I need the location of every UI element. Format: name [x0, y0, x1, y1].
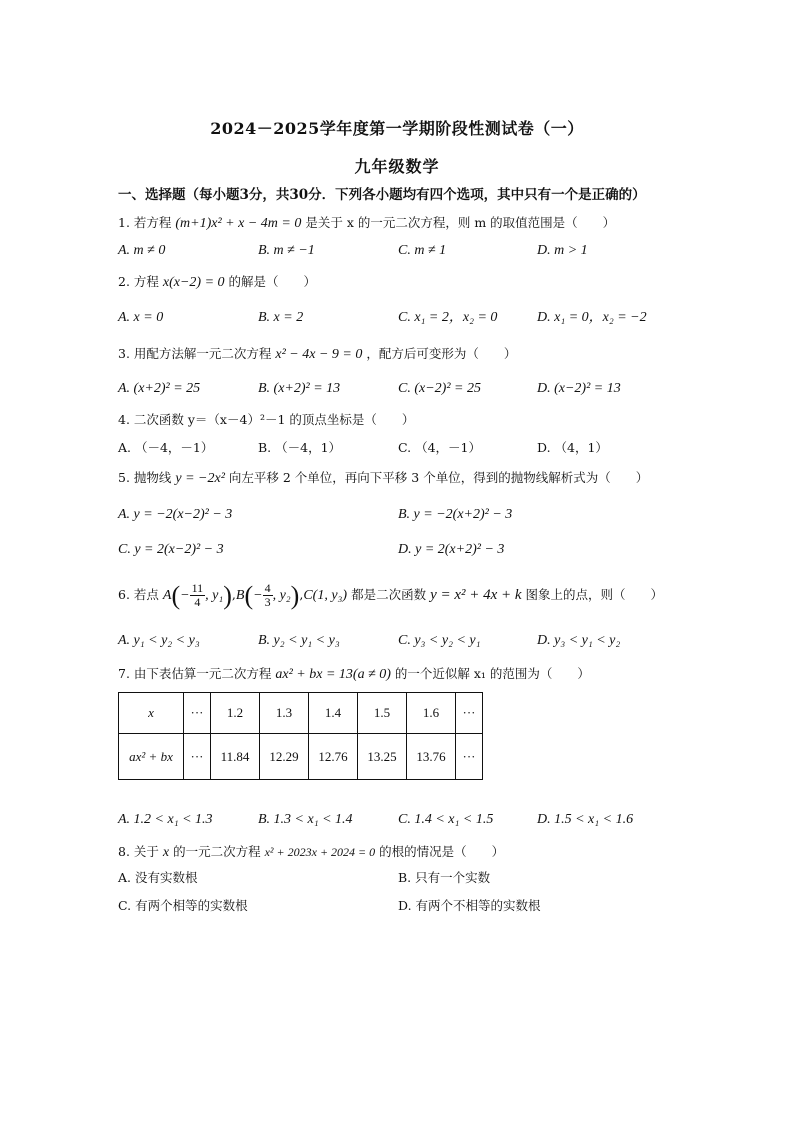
q2-option-d: D. x₁ = 0，x₂ = −2 — [537, 310, 647, 325]
q3-option-d: D. (x−2)² = 13 — [537, 381, 621, 396]
table-cell: x — [119, 693, 184, 734]
table-cell: 12.29 — [260, 734, 309, 780]
exam-subtitle: 九年级数学 — [354, 157, 440, 176]
question-1-text: 是关于 x 的一元二次方程，则 m 的取值范围是（ ） — [305, 215, 616, 230]
question-7-number: 7. 由下表估算一元二次方程 — [118, 666, 272, 681]
q4-option-d: D. （4，1） — [537, 440, 608, 455]
table-cell: 1.5 — [358, 693, 407, 734]
question-6: 6. 若点 A(− $\frac{11}{4}$ , y₁),B(− $\frac{4}{3}$ , y₂),C(1, y₃) 都是二次函数 y = x² + 4x + k 图象上的点，则（ ） — [118, 580, 664, 610]
question-8-number: 8. 关于 — [118, 844, 159, 859]
question-8-variable: x — [162, 845, 170, 860]
q4-option-b: B. （－4，1） — [258, 440, 342, 455]
q6-option-c: C. y₃ < y₂ < y₁ — [398, 633, 481, 648]
question-6-text-1: 都是二次函数 — [351, 587, 427, 602]
q7-option-c: C. 1.4 < x₁ < 1.5 — [398, 812, 494, 827]
q8-option-a: A. 没有实数根 — [118, 870, 198, 885]
question-7-text: 的一个近似解 x₁ 的范围为（ ） — [394, 666, 590, 681]
q6-point-a: A(− $\frac{11}{4}$ , y₁) — [162, 580, 232, 610]
question-8 — [118, 843, 504, 862]
q5-option-a: A. y = −2(x−2)² − 3 — [118, 507, 233, 522]
question-1-number: 1. 若方程 — [118, 215, 172, 230]
question-3-number: 3. 用配方法解一元二次方程 — [118, 346, 272, 361]
table-row — [119, 734, 483, 780]
q3-option-c: C. (x−2)² = 25 — [398, 381, 481, 396]
q6-option-d: D. y₃ < y₁ < y₂ — [537, 633, 621, 648]
question-5 — [118, 469, 648, 488]
table-cell: 13.76 — [407, 734, 456, 780]
table-cell: ··· — [184, 734, 211, 780]
question-5-number: 5. 抛物线 — [118, 470, 172, 485]
table-cell: ··· — [184, 693, 211, 734]
table-cell: 1.6 — [407, 693, 456, 734]
q1-option-b: B. m ≠ −1 — [258, 243, 315, 258]
question-7-equation: ax² + bx = 13(a ≠ 0) — [275, 667, 391, 682]
q6-option-b: B. y₂ < y₁ < y₃ — [258, 633, 340, 648]
question-4: 4. 二次函数 y＝（x－4）²－1 的顶点坐标是（ ） — [118, 412, 415, 427]
question-6-text-2: 图象上的点，则（ ） — [525, 587, 664, 602]
question-3 — [118, 345, 516, 364]
q6-option-a: A. y₁ < y₂ < y₃ — [118, 633, 200, 648]
q6-fraction-a: $\frac{11}{4}$ — [191, 581, 204, 610]
q6-point-b: B(− $\frac{4}{3}$ , y₂) — [235, 580, 300, 610]
q7-value-table — [118, 692, 483, 780]
q4-option-c: C. （4，－1） — [398, 440, 481, 455]
q3-option-a: A. (x+2)² = 25 — [118, 381, 201, 396]
question-6-number: 6. 若点 — [118, 587, 159, 602]
question-3-equation: x² − 4x − 9 = 0 — [275, 347, 363, 362]
q5-option-b: B. y = −2(x+2)² − 3 — [398, 507, 513, 522]
question-6-equation: y = x² + 4x + k — [430, 587, 522, 603]
question-8-equation: x² + 2023x + 2024 = 0 — [264, 845, 376, 859]
question-8-text-1: 的一元二次方程 — [173, 844, 261, 859]
table-cell: 1.3 — [260, 693, 309, 734]
q7-option-d: D. 1.5 < x₁ < 1.6 — [537, 812, 634, 827]
question-3-text: ，配方后可变形为（ ） — [366, 346, 517, 361]
table-cell: 12.76 — [309, 734, 358, 780]
q4-option-a: A. （－4，－1） — [118, 440, 214, 455]
q8-option-d: D. 有两个不相等的实数根 — [398, 898, 541, 913]
q3-option-b: B. (x+2)² = 13 — [258, 381, 341, 396]
question-5-equation: y = −2x² — [175, 471, 225, 486]
question-1-equation: (m+1)x² + x − 4m = 0 — [175, 216, 302, 231]
q5-option-c: C. y = 2(x−2)² − 3 — [118, 542, 224, 557]
q1-option-a: A. m ≠ 0 — [118, 243, 166, 258]
q7-option-a: A. 1.2 < x₁ < 1.3 — [118, 812, 213, 827]
table-row — [119, 693, 483, 734]
q7-option-b: B. 1.3 < x₁ < 1.4 — [258, 812, 353, 827]
table-cell: 1.2 — [211, 693, 260, 734]
q2-option-c: C. x₁ = 2，x₂ = 0 — [398, 310, 498, 325]
question-2-number: 2. 方程 — [118, 274, 159, 289]
section-heading: 一、选择题（每小题3分，共30分．下列各小题均有四个选项，其中只有一个是正确的） — [118, 187, 646, 203]
table-cell: ··· — [456, 693, 483, 734]
q8-option-b: B. 只有一个实数 — [398, 870, 491, 885]
question-5-text: 向左平移 2 个单位，再向下平移 3 个单位，得到的抛物线解析式为（ ） — [228, 470, 649, 485]
table-cell: ax² + bx — [119, 734, 184, 780]
q1-option-d: D. m > 1 — [537, 243, 588, 258]
table-cell: 13.25 — [358, 734, 407, 780]
table-cell: 1.4 — [309, 693, 358, 734]
q6-point-c: C(1, y₃) — [303, 588, 348, 603]
q6-fraction-b: $\frac{4}{3}$ — [264, 581, 271, 610]
question-8-text-2: 的根的情况是（ ） — [379, 844, 505, 859]
q5-option-d: D. y = 2(x+2)² − 3 — [398, 542, 505, 557]
question-2-text: 的解是（ ） — [228, 274, 317, 289]
question-7 — [118, 665, 590, 684]
question-2 — [118, 273, 316, 292]
question-2-equation: x(x−2) = 0 — [162, 275, 225, 290]
q2-option-b: B. x = 2 — [258, 310, 304, 325]
q1-option-c: C. m ≠ 1 — [398, 243, 447, 258]
question-1 — [118, 214, 615, 233]
exam-title: 2024－2025学年度第一学期阶段性测试卷（一） — [210, 119, 584, 138]
q8-option-c: C. 有两个相等的实数根 — [118, 898, 248, 913]
q2-option-a: A. x = 0 — [118, 310, 164, 325]
table-cell: 11.84 — [211, 734, 260, 780]
table-cell: ··· — [456, 734, 483, 780]
